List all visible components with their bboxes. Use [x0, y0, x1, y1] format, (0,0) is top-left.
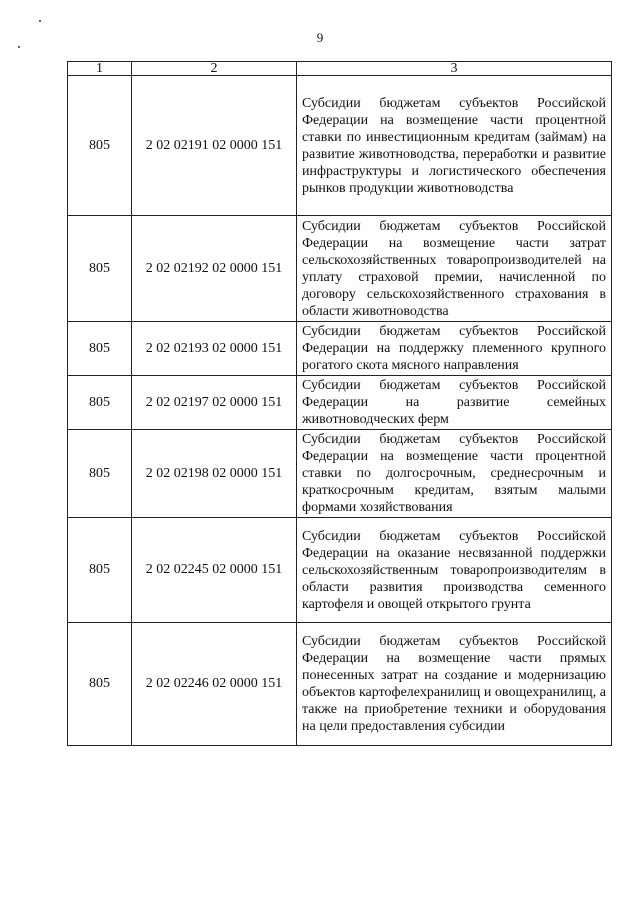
admin-code-cell: 805: [68, 623, 132, 746]
admin-code-cell: 805: [68, 430, 132, 518]
admin-code-cell: 805: [68, 518, 132, 623]
description-cell: Субсидии бюджетам субъектов Российской Федерации на возмещение части процентной ставки по инвестиционным кредитам (займам) на развитие животноводства, переработки и развитие инфраструктуры и логистического обеспечения рынков продукции животноводства: [297, 76, 612, 216]
column-header: 2: [132, 62, 297, 76]
column-header: 3: [297, 62, 612, 76]
revenue-code-cell: 2 02 02191 02 0000 151: [132, 76, 297, 216]
description-cell: Субсидии бюджетам субъектов Российской Федерации на развитие семейных животноводческих ферм: [297, 376, 612, 430]
table-row: [68, 518, 612, 623]
description-cell: Субсидии бюджетам субъектов Российской Федерации на поддержку племенного крупного рогатого скота мясного направления: [297, 322, 612, 376]
table-row: [68, 216, 612, 322]
table-header-row: [68, 62, 612, 76]
revenue-code-cell: 2 02 02192 02 0000 151: [132, 216, 297, 322]
admin-code-cell: 805: [68, 216, 132, 322]
table-row: [68, 322, 612, 376]
revenue-code-cell: 2 02 02245 02 0000 151: [132, 518, 297, 623]
table-row: [68, 76, 612, 216]
description-cell: Субсидии бюджетам субъектов Российской Федерации на возмещение части прямых понесенных затрат на создание и модернизацию объектов картофелехранилищ и овощехранилищ, а также на приобретение техники и оборудования на цели предоставления субсидии: [297, 623, 612, 746]
scan-speck: [18, 46, 20, 48]
budget-classification-table: [67, 61, 612, 746]
description-cell: Субсидии бюджетам субъектов Российской Федерации на оказание несвязанной поддержки сельскохозяйственным товаропроизводителям в области развития производства семенного картофеля и овощей открытого грунта: [297, 518, 612, 623]
admin-code-cell: 805: [68, 376, 132, 430]
revenue-code-cell: 2 02 02197 02 0000 151: [132, 376, 297, 430]
admin-code-cell: 805: [68, 322, 132, 376]
revenue-code-cell: 2 02 02193 02 0000 151: [132, 322, 297, 376]
admin-code-cell: 805: [68, 76, 132, 216]
revenue-code-cell: 2 02 02246 02 0000 151: [132, 623, 297, 746]
description-cell: Субсидии бюджетам субъектов Российской Федерации на возмещение части процентной ставки по долгосрочным, среднесрочным и краткосрочным кредитам, взятым малыми формами хозяйствования: [297, 430, 612, 518]
page-number: 9: [316, 30, 324, 45]
table-row: [68, 430, 612, 518]
description-cell: Субсидии бюджетам субъектов Российской Федерации на возмещение части затрат сельскохозяйственных товаропроизводителей на уплату страховой премии, начисленной по договору сельскохозяйственного страхования в области животноводства: [297, 216, 612, 322]
revenue-code-cell: 2 02 02198 02 0000 151: [132, 430, 297, 518]
scan-speck: [39, 20, 41, 22]
table-row: [68, 623, 612, 746]
column-header: 1: [68, 62, 132, 76]
table-row: [68, 376, 612, 430]
